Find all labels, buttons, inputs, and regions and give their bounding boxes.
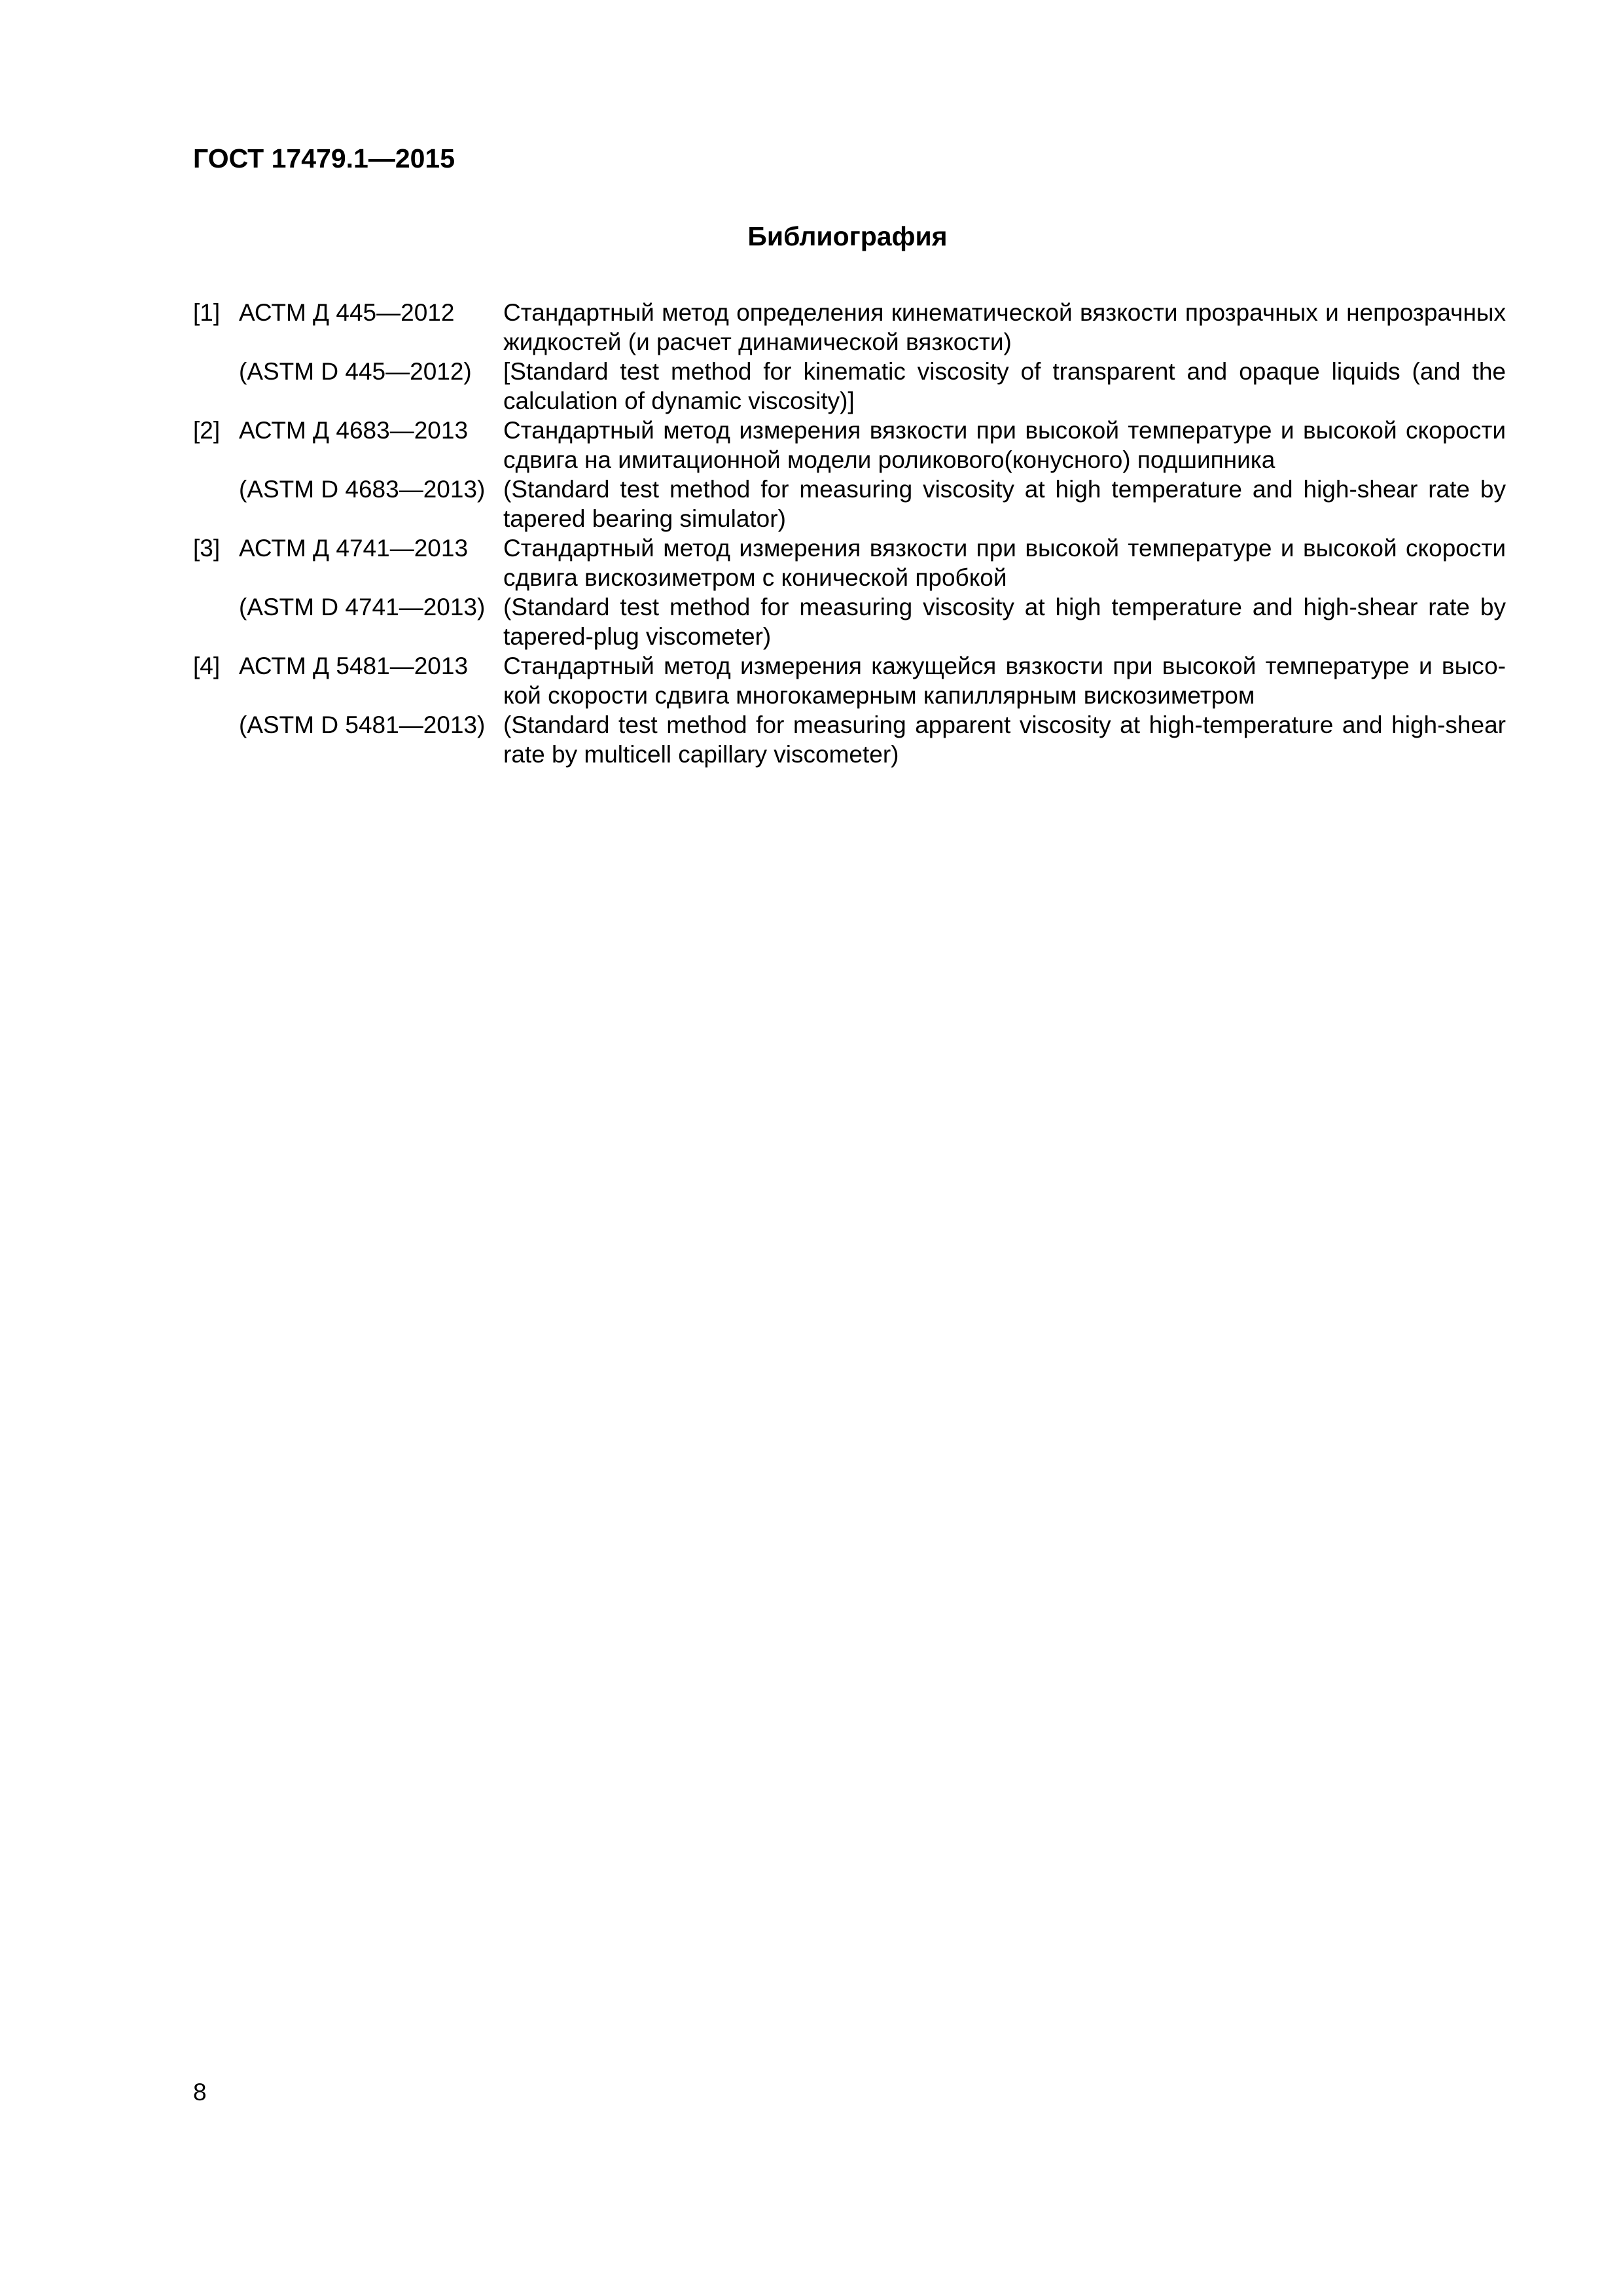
reference-number: [3] [193,535,221,562]
reference-code: АСТМ Д 4741—2013 [239,535,469,562]
bibliography-entry-en [193,710,1506,769]
reference-code: АСТМ Д 445—2012 [239,299,455,326]
bibliography-entry-ru [193,533,1506,592]
reference-code: АСТМ Д 5481—2013 [239,653,469,679]
reference-title: Стандартный метод измерения вязкости при высокой температуре и высокой скорости сдвига на имитационной модели роликового(конусного) подшипника [503,417,1506,473]
reference-number: [1] [193,299,221,326]
bibliography-entry-ru [193,416,1506,475]
section-title: Библиография [747,221,948,251]
page-number: 8 [193,2079,207,2106]
reference-code-original: (ASTM D 4741—2013) [239,594,486,620]
reference-code: АСТМ Д 4683—2013 [239,417,469,444]
reference-title: Стандартный метод определения кинематической вязкости прозрачных и непрозрачных жидкостей (и расчет динамической вязкости) [503,299,1506,355]
reference-code-original: (ASTM D 445—2012) [239,358,472,385]
bibliography-entry-en [193,475,1506,533]
document-header: ГОСТ 17479.1—2015 [193,143,455,173]
reference-title-original: (Standard test method for measuring viscosity at high temperature and high-shear rate by tapered bearing simulator) [503,476,1506,532]
bibliography-entry-ru [193,298,1506,357]
bibliography-entry-en [193,592,1506,651]
reference-code-original: (ASTM D 4683—2013) [239,476,486,503]
reference-code-original: (ASTM D 5481—2013) [239,711,486,738]
bibliography-entry-en [193,357,1506,416]
reference-title-original: (Standard test method for measuring apparent viscosity at high-temperature and high-shear rate by multicell capillary viscometer) [503,711,1506,768]
reference-title: Стандартный метод измерения кажущейся вязкости при высокой температуре и высокой скорости сдвига многокамерным капиллярным вискозиметром [503,653,1506,709]
bibliography-list [193,298,1506,769]
reference-title-original: [Standard test method for kinematic viscosity of transparent and opaque liquids (and the calculation of dynamic viscosity)] [503,358,1506,414]
reference-title-original: (Standard test method for measuring viscosity at high temperature and high-shear rate by tapered-plug viscometer) [503,594,1506,650]
reference-number: [4] [193,653,221,679]
reference-number: [2] [193,417,221,444]
bibliography-entry-ru [193,651,1506,710]
reference-title: Стандартный метод измерения вязкости при высокой температуре и высокой скорости сдвига вискозиметром с конической пробкой [503,535,1506,591]
